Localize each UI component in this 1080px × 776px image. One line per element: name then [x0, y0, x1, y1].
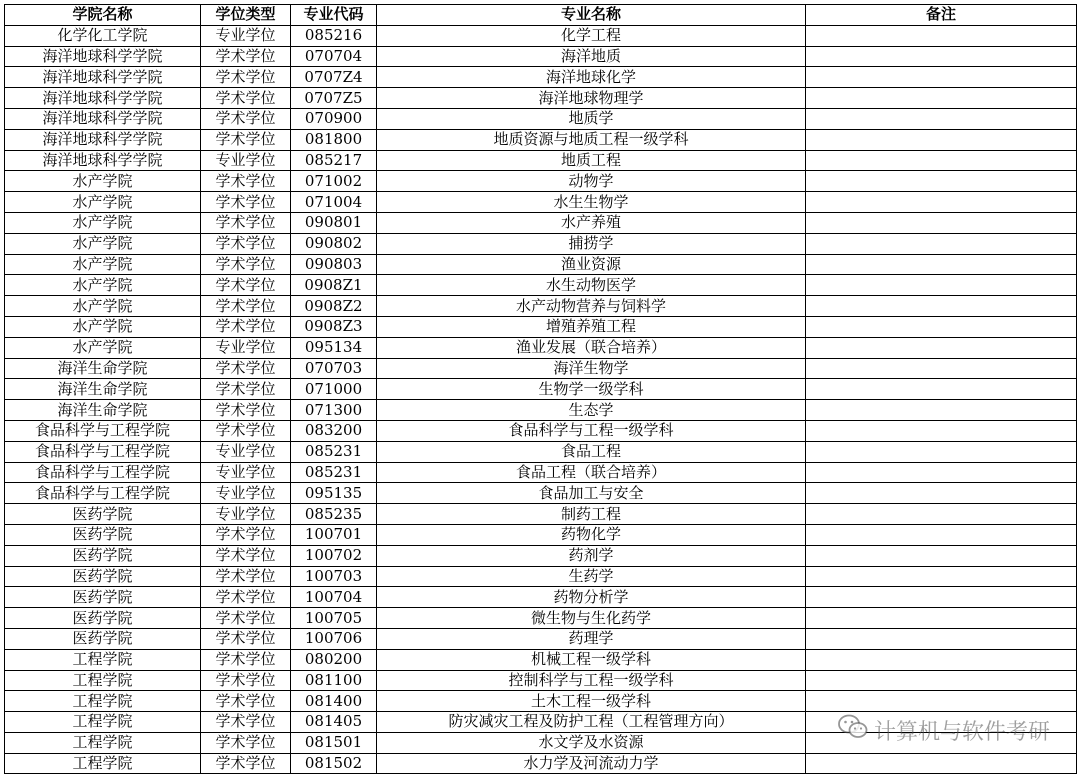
major-code-cell: 100705 — [291, 608, 377, 629]
table-row — [5, 732, 1077, 753]
college-cell: 水产学院 — [5, 192, 201, 213]
major-name-cell: 水文学及水资源 — [377, 732, 806, 753]
college-cell: 海洋地球科学学院 — [5, 67, 201, 88]
degree-type-cell: 学术学位 — [201, 129, 291, 150]
major-code-cell: 070900 — [291, 108, 377, 129]
college-cell: 海洋地球科学学院 — [5, 150, 201, 171]
college-cell: 水产学院 — [5, 296, 201, 317]
degree-type-cell: 学术学位 — [201, 608, 291, 629]
remarks-cell — [806, 25, 1077, 46]
degree-type-cell: 学术学位 — [201, 67, 291, 88]
remarks-cell — [806, 566, 1077, 587]
majors-table — [4, 4, 1077, 774]
degree-type-cell: 学术学位 — [201, 233, 291, 254]
table-row — [5, 608, 1077, 629]
major-code-cell: 090801 — [291, 212, 377, 233]
major-name-cell: 捕捞学 — [377, 233, 806, 254]
college-cell: 食品科学与工程学院 — [5, 441, 201, 462]
major-code-cell: 0707Z5 — [291, 88, 377, 109]
remarks-cell — [806, 296, 1077, 317]
header-row — [5, 5, 1077, 26]
college-cell: 海洋地球科学学院 — [5, 88, 201, 109]
table-row — [5, 400, 1077, 421]
college-cell: 海洋生命学院 — [5, 400, 201, 421]
remarks-cell — [806, 670, 1077, 691]
table-row — [5, 691, 1077, 712]
table-row — [5, 192, 1077, 213]
major-code-cell: 081400 — [291, 691, 377, 712]
major-code-cell: 095134 — [291, 337, 377, 358]
major-code-cell: 071300 — [291, 400, 377, 421]
major-name-cell: 制药工程 — [377, 504, 806, 525]
degree-type-cell: 学术学位 — [201, 358, 291, 379]
college-cell: 医药学院 — [5, 524, 201, 545]
college-cell: 水产学院 — [5, 316, 201, 337]
major-code-cell: 071002 — [291, 171, 377, 192]
major-name-cell: 药理学 — [377, 628, 806, 649]
degree-type-cell: 学术学位 — [201, 108, 291, 129]
college-cell: 医药学院 — [5, 504, 201, 525]
degree-type-cell: 学术学位 — [201, 691, 291, 712]
table-row — [5, 670, 1077, 691]
college-cell: 医药学院 — [5, 587, 201, 608]
remarks-cell — [806, 67, 1077, 88]
college-cell: 水产学院 — [5, 275, 201, 296]
major-name-cell: 水力学及河流动力学 — [377, 753, 806, 774]
table-row — [5, 358, 1077, 379]
degree-type-cell: 学术学位 — [201, 587, 291, 608]
major-name-cell: 化学工程 — [377, 25, 806, 46]
major-name-cell: 地质资源与地质工程一级学科 — [377, 129, 806, 150]
major-code-cell: 0908Z1 — [291, 275, 377, 296]
major-name-cell: 水生生物学 — [377, 192, 806, 213]
table-row — [5, 379, 1077, 400]
major-name-cell: 微生物与生化药学 — [377, 608, 806, 629]
major-code-cell: 081502 — [291, 753, 377, 774]
table-row — [5, 524, 1077, 545]
remarks-cell — [806, 587, 1077, 608]
remarks-cell — [806, 192, 1077, 213]
major-code-cell: 081100 — [291, 670, 377, 691]
table-row — [5, 233, 1077, 254]
major-name-cell: 海洋地球化学 — [377, 67, 806, 88]
college-cell: 医药学院 — [5, 545, 201, 566]
remarks-cell — [806, 337, 1077, 358]
remarks-cell — [806, 275, 1077, 296]
remarks-cell — [806, 150, 1077, 171]
remarks-cell — [806, 649, 1077, 670]
table-row — [5, 108, 1077, 129]
remarks-cell — [806, 400, 1077, 421]
remarks-cell — [806, 358, 1077, 379]
degree-type-cell: 学术学位 — [201, 420, 291, 441]
college-cell: 工程学院 — [5, 670, 201, 691]
header-college: 学院名称 — [5, 5, 201, 26]
degree-type-cell: 专业学位 — [201, 337, 291, 358]
college-cell: 食品科学与工程学院 — [5, 462, 201, 483]
major-code-cell: 095135 — [291, 483, 377, 504]
major-code-cell: 085231 — [291, 462, 377, 483]
college-cell: 医药学院 — [5, 608, 201, 629]
major-name-cell: 食品工程（联合培养） — [377, 462, 806, 483]
remarks-cell — [806, 462, 1077, 483]
remarks-cell — [806, 212, 1077, 233]
college-cell: 工程学院 — [5, 732, 201, 753]
major-name-cell: 水生动物医学 — [377, 275, 806, 296]
remarks-cell — [806, 171, 1077, 192]
table-row — [5, 587, 1077, 608]
remarks-cell — [806, 483, 1077, 504]
watermark-text: 计算机与软件考研 — [873, 719, 1050, 745]
college-cell: 食品科学与工程学院 — [5, 483, 201, 504]
table-row — [5, 712, 1077, 733]
degree-type-cell: 学术学位 — [201, 628, 291, 649]
major-name-cell: 生态学 — [377, 400, 806, 421]
college-cell: 水产学院 — [5, 212, 201, 233]
major-name-cell: 生药学 — [377, 566, 806, 587]
degree-type-cell: 学术学位 — [201, 649, 291, 670]
major-code-cell: 071004 — [291, 192, 377, 213]
major-code-cell: 100701 — [291, 524, 377, 545]
college-cell: 海洋生命学院 — [5, 358, 201, 379]
college-cell: 水产学院 — [5, 337, 201, 358]
major-name-cell: 渔业发展（联合培养） — [377, 337, 806, 358]
college-cell: 工程学院 — [5, 753, 201, 774]
major-code-cell: 085216 — [291, 25, 377, 46]
remarks-cell — [806, 233, 1077, 254]
major-code-cell: 083200 — [291, 420, 377, 441]
table-row — [5, 504, 1077, 525]
remarks-cell — [806, 628, 1077, 649]
college-cell: 海洋地球科学学院 — [5, 108, 201, 129]
college-cell: 食品科学与工程学院 — [5, 420, 201, 441]
major-name-cell: 食品科学与工程一级学科 — [377, 420, 806, 441]
remarks-cell — [806, 108, 1077, 129]
table-row — [5, 566, 1077, 587]
degree-type-cell: 学术学位 — [201, 316, 291, 337]
major-code-cell: 100703 — [291, 566, 377, 587]
degree-type-cell: 专业学位 — [201, 441, 291, 462]
table-row — [5, 628, 1077, 649]
degree-type-cell: 学术学位 — [201, 379, 291, 400]
major-code-cell: 100704 — [291, 587, 377, 608]
major-code-cell: 080200 — [291, 649, 377, 670]
remarks-cell — [806, 379, 1077, 400]
header-remarks: 备注 — [806, 5, 1077, 26]
degree-type-cell: 专业学位 — [201, 25, 291, 46]
college-cell: 海洋生命学院 — [5, 379, 201, 400]
degree-type-cell: 学术学位 — [201, 46, 291, 67]
major-code-cell: 081800 — [291, 129, 377, 150]
table-row — [5, 483, 1077, 504]
major-code-cell: 085217 — [291, 150, 377, 171]
major-name-cell: 海洋地球物理学 — [377, 88, 806, 109]
degree-type-cell: 学术学位 — [201, 88, 291, 109]
major-name-cell: 渔业资源 — [377, 254, 806, 275]
degree-type-cell: 学术学位 — [201, 753, 291, 774]
college-cell: 工程学院 — [5, 691, 201, 712]
remarks-cell — [806, 420, 1077, 441]
major-name-cell: 水产动物营养与饲料学 — [377, 296, 806, 317]
degree-type-cell: 学术学位 — [201, 171, 291, 192]
remarks-cell — [806, 316, 1077, 337]
remarks-cell — [806, 691, 1077, 712]
remarks-cell — [806, 46, 1077, 67]
major-name-cell: 海洋地质 — [377, 46, 806, 67]
major-name-cell: 食品工程 — [377, 441, 806, 462]
college-cell: 水产学院 — [5, 233, 201, 254]
major-name-cell: 地质工程 — [377, 150, 806, 171]
major-code-cell: 0908Z3 — [291, 316, 377, 337]
major-name-cell: 增殖养殖工程 — [377, 316, 806, 337]
major-code-cell: 081405 — [291, 712, 377, 733]
college-cell: 工程学院 — [5, 712, 201, 733]
major-name-cell: 水产养殖 — [377, 212, 806, 233]
degree-type-cell: 学术学位 — [201, 524, 291, 545]
table-row — [5, 254, 1077, 275]
table-body — [5, 25, 1077, 774]
table-row — [5, 316, 1077, 337]
degree-type-cell: 学术学位 — [201, 212, 291, 233]
table-row — [5, 462, 1077, 483]
degree-type-cell: 学术学位 — [201, 400, 291, 421]
remarks-cell — [806, 524, 1077, 545]
major-name-cell: 药物分析学 — [377, 587, 806, 608]
table-row — [5, 150, 1077, 171]
table-row — [5, 67, 1077, 88]
table-row — [5, 649, 1077, 670]
major-name-cell: 海洋生物学 — [377, 358, 806, 379]
college-cell: 水产学院 — [5, 171, 201, 192]
major-code-cell: 070704 — [291, 46, 377, 67]
degree-type-cell: 学术学位 — [201, 296, 291, 317]
header-degree-type: 学位类型 — [201, 5, 291, 26]
major-code-cell: 0707Z4 — [291, 67, 377, 88]
degree-type-cell: 学术学位 — [201, 732, 291, 753]
major-code-cell: 100702 — [291, 545, 377, 566]
college-cell: 海洋地球科学学院 — [5, 46, 201, 67]
table-row — [5, 171, 1077, 192]
major-name-cell: 防灾减灾工程及防护工程（工程管理方向） — [377, 712, 806, 733]
remarks-cell — [806, 545, 1077, 566]
remarks-cell — [806, 712, 1077, 733]
major-name-cell: 土木工程一级学科 — [377, 691, 806, 712]
remarks-cell — [806, 504, 1077, 525]
degree-type-cell: 专业学位 — [201, 504, 291, 525]
major-name-cell: 药物化学 — [377, 524, 806, 545]
table-row — [5, 420, 1077, 441]
remarks-cell — [806, 608, 1077, 629]
college-cell: 水产学院 — [5, 254, 201, 275]
degree-type-cell: 专业学位 — [201, 150, 291, 171]
table-row — [5, 753, 1077, 774]
major-code-cell: 071000 — [291, 379, 377, 400]
degree-type-cell: 学术学位 — [201, 275, 291, 296]
degree-type-cell: 学术学位 — [201, 254, 291, 275]
major-code-cell: 085231 — [291, 441, 377, 462]
table-row — [5, 88, 1077, 109]
remarks-cell — [806, 753, 1077, 774]
major-code-cell: 090803 — [291, 254, 377, 275]
remarks-cell — [806, 88, 1077, 109]
table-row — [5, 46, 1077, 67]
table-row — [5, 296, 1077, 317]
major-code-cell: 090802 — [291, 233, 377, 254]
table-row — [5, 212, 1077, 233]
major-name-cell: 地质学 — [377, 108, 806, 129]
degree-type-cell: 专业学位 — [201, 462, 291, 483]
degree-type-cell: 学术学位 — [201, 712, 291, 733]
table-row — [5, 337, 1077, 358]
remarks-cell — [806, 732, 1077, 753]
major-name-cell: 控制科学与工程一级学科 — [377, 670, 806, 691]
table-row — [5, 129, 1077, 150]
major-code-cell: 085235 — [291, 504, 377, 525]
college-cell: 医药学院 — [5, 566, 201, 587]
major-name-cell: 机械工程一级学科 — [377, 649, 806, 670]
major-code-cell: 0908Z2 — [291, 296, 377, 317]
degree-type-cell: 学术学位 — [201, 670, 291, 691]
remarks-cell — [806, 441, 1077, 462]
college-cell: 医药学院 — [5, 628, 201, 649]
college-cell: 化学化工学院 — [5, 25, 201, 46]
major-name-cell: 食品加工与安全 — [377, 483, 806, 504]
major-code-cell: 070703 — [291, 358, 377, 379]
table-row — [5, 545, 1077, 566]
table-row — [5, 25, 1077, 46]
degree-type-cell: 专业学位 — [201, 483, 291, 504]
remarks-cell — [806, 254, 1077, 275]
major-name-cell: 生物学一级学科 — [377, 379, 806, 400]
college-cell: 海洋地球科学学院 — [5, 129, 201, 150]
major-name-cell: 动物学 — [377, 171, 806, 192]
degree-type-cell: 学术学位 — [201, 192, 291, 213]
remarks-cell — [806, 129, 1077, 150]
degree-type-cell: 学术学位 — [201, 545, 291, 566]
major-name-cell: 药剂学 — [377, 545, 806, 566]
table-row — [5, 441, 1077, 462]
header-major-name: 专业名称 — [377, 5, 806, 26]
degree-type-cell: 学术学位 — [201, 566, 291, 587]
header-major-code: 专业代码 — [291, 5, 377, 26]
table-row — [5, 275, 1077, 296]
major-code-cell: 100706 — [291, 628, 377, 649]
college-cell: 工程学院 — [5, 649, 201, 670]
major-code-cell: 081501 — [291, 732, 377, 753]
